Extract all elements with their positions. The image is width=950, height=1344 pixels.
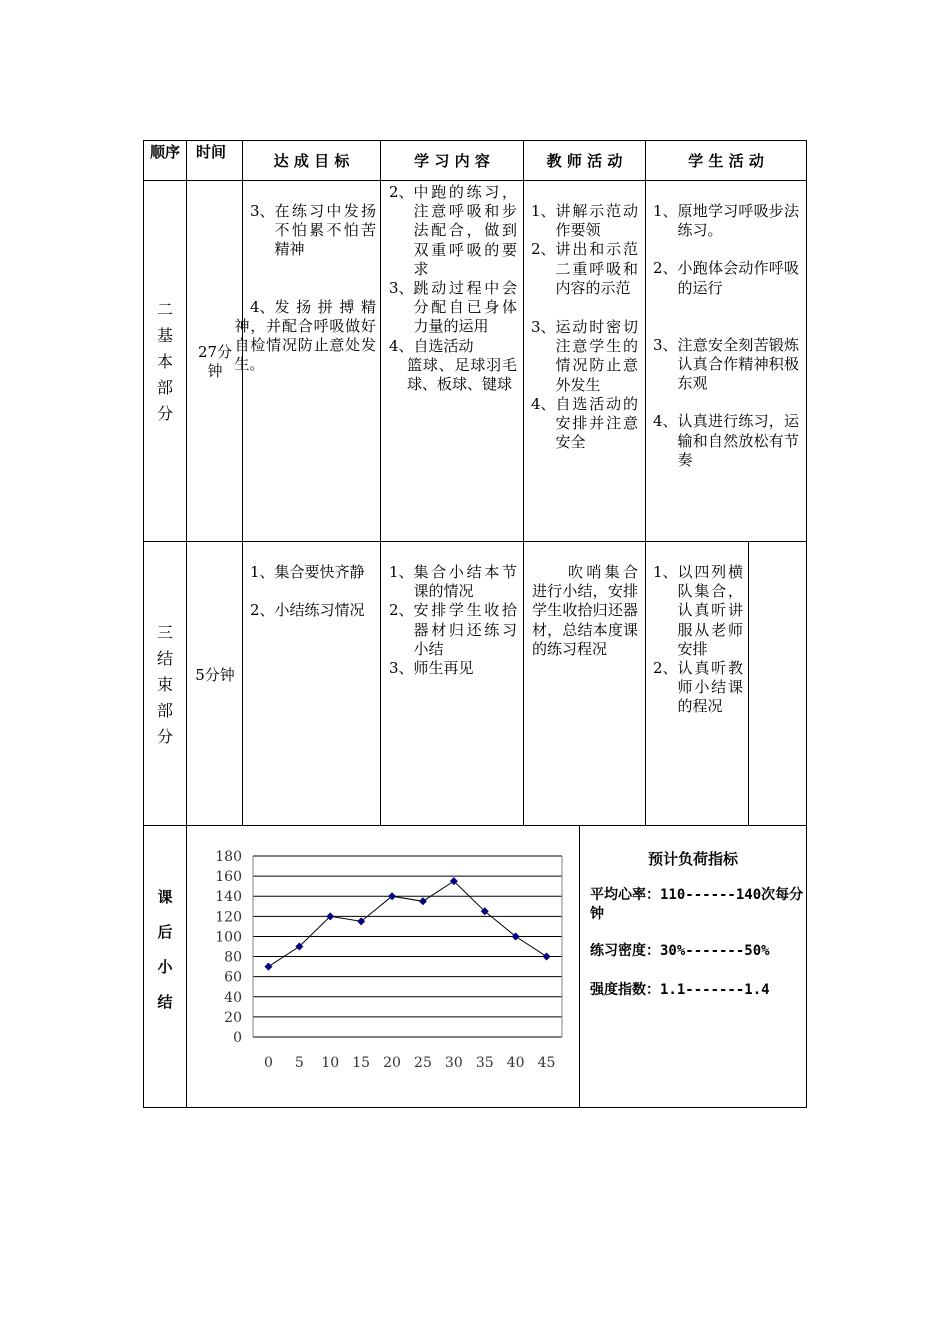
section-char: 后	[157, 923, 173, 941]
list-item: 2、 认真听教师小结课的程况	[653, 659, 743, 716]
x-tick-label: 20	[383, 1055, 401, 1071]
density-value: 30%-------50%	[660, 943, 770, 959]
basic-content	[389, 183, 517, 394]
heart-rate-chart	[200, 835, 570, 1095]
heart-rate-value: 110------140	[660, 887, 762, 903]
y-tick-label: 180	[215, 849, 242, 865]
section-char: 部	[156, 378, 173, 397]
data-point	[543, 953, 551, 961]
section-char: 分	[156, 727, 173, 746]
x-tick-label: 40	[506, 1055, 525, 1071]
basic-goals	[234, 202, 376, 374]
intensity-line	[590, 981, 804, 1000]
y-tick-label: 80	[224, 949, 242, 966]
list-item: 3、 跳动过程中会分配自已身体力量的运用	[389, 279, 517, 336]
header-content: 学 习 内 容	[414, 152, 490, 170]
y-tick-label: 140	[215, 889, 242, 906]
density-label: 练习密度：	[590, 943, 660, 959]
x-tick-label: 0	[263, 1055, 273, 1071]
data-point	[419, 897, 427, 905]
list-item: 4、 自选活动的安排并注意安全	[531, 394, 638, 452]
heart-rate-unit: 次每分钟	[590, 887, 804, 922]
y-tick-label: 0	[233, 1030, 242, 1046]
y-tick-label: 60	[224, 969, 242, 986]
ending-content	[389, 563, 517, 678]
density-line	[590, 942, 804, 961]
list-item: 篮球、足球羽毛球、板球、键球	[407, 355, 517, 394]
x-tick-label: 45	[537, 1055, 556, 1071]
list-item: 1、 集合要快齐静	[250, 563, 365, 581]
heart-rate-line	[590, 886, 804, 924]
ending-goals	[250, 563, 376, 620]
list-item: 2、 小跑体会动作呼吸的运行	[653, 259, 799, 297]
header-time: 时间	[196, 143, 227, 161]
x-tick-label: 10	[321, 1055, 340, 1071]
x-tick-label: 15	[352, 1055, 371, 1071]
section-char: 三	[156, 623, 173, 642]
x-tick-label: 30	[444, 1055, 463, 1071]
list-item: 3、 运动时密切注意学生的情况防止意外发生	[531, 318, 638, 394]
basic-section-label	[150, 297, 180, 427]
section-char: 束	[156, 675, 173, 694]
list-item: 1、 集合小结本节课的情况	[389, 563, 517, 601]
section-char: 二	[156, 300, 173, 319]
list-item: 4、 自选活动	[389, 336, 474, 355]
intensity-label: 强度指数：	[590, 982, 660, 998]
series-line	[269, 881, 547, 967]
section-char: 基	[156, 326, 173, 345]
header-teacher: 教 师 活 动	[546, 152, 623, 170]
section-char: 课	[157, 888, 173, 906]
heart-rate-label: 平均心率：	[590, 887, 660, 903]
x-tick-label: 35	[475, 1055, 494, 1071]
header-goals: 达 成 目 标	[273, 152, 350, 170]
list-item: 2、 小结练习情况	[250, 601, 365, 620]
section-char: 部	[156, 701, 173, 720]
section-char: 分	[156, 404, 173, 423]
section-char: 小	[157, 958, 173, 976]
basic-time: 27分钟	[197, 343, 233, 380]
list-item: 3、 师生再见	[389, 659, 474, 678]
list-item: 2、 讲出和示范二重呼吸和内容的示范	[531, 240, 638, 297]
basic-student	[653, 202, 799, 470]
basic-teacher	[531, 202, 638, 452]
ending-time: 5分钟	[195, 666, 235, 684]
summary-section-label	[150, 880, 180, 1020]
header-student: 学 生 活 动	[688, 152, 764, 170]
data-point	[264, 963, 272, 971]
y-tick-label: 120	[215, 909, 242, 926]
header-order: 顺序	[150, 143, 181, 161]
list-item: 3、 注意安全刻苦锻炼认真合作精神积极东观	[653, 335, 799, 393]
list-item: 1、 以四列横队集合，认真听讲服从老师安排	[653, 563, 743, 658]
load-title: 预计负荷指标	[647, 850, 738, 868]
section-char: 本	[156, 352, 173, 371]
list-item: 1、 原地学习呼吸步法练习。	[653, 202, 799, 240]
ending-student	[653, 563, 743, 717]
list-item: 2、 中跑的练习，注意呼吸和步法配合，做到双重呼吸的要求	[389, 183, 517, 278]
list-item: 1、 讲解示范动作要领	[531, 202, 638, 240]
y-tick-label: 40	[224, 989, 242, 1006]
list-item: 4、 认真进行练习，运输和自然放松有节奏	[653, 412, 799, 469]
y-tick-label: 100	[215, 929, 242, 946]
list-item: 2、 安排学生收拾器材归还练习小结	[389, 601, 517, 658]
intensity-value: 1.1-------1.4	[660, 982, 770, 998]
ending-teacher: 吹哨集合进行小结，安排学生收拾归还器材，总结本度课的练习程况	[532, 563, 638, 658]
list-item: 4、 发扬拼搏精神，并配合呼吸做好自检情况防止意处发生。	[234, 297, 376, 374]
section-char: 结	[157, 993, 173, 1011]
section-char: 结	[156, 649, 173, 668]
ending-section-label	[150, 620, 180, 750]
y-tick-label: 160	[215, 869, 242, 886]
y-tick-label: 20	[224, 1009, 242, 1026]
x-tick-label: 25	[414, 1055, 432, 1071]
x-tick-label: 5	[294, 1055, 304, 1071]
list-item: 3、 在练习中发扬不怕累不怕苦精神	[250, 202, 376, 259]
